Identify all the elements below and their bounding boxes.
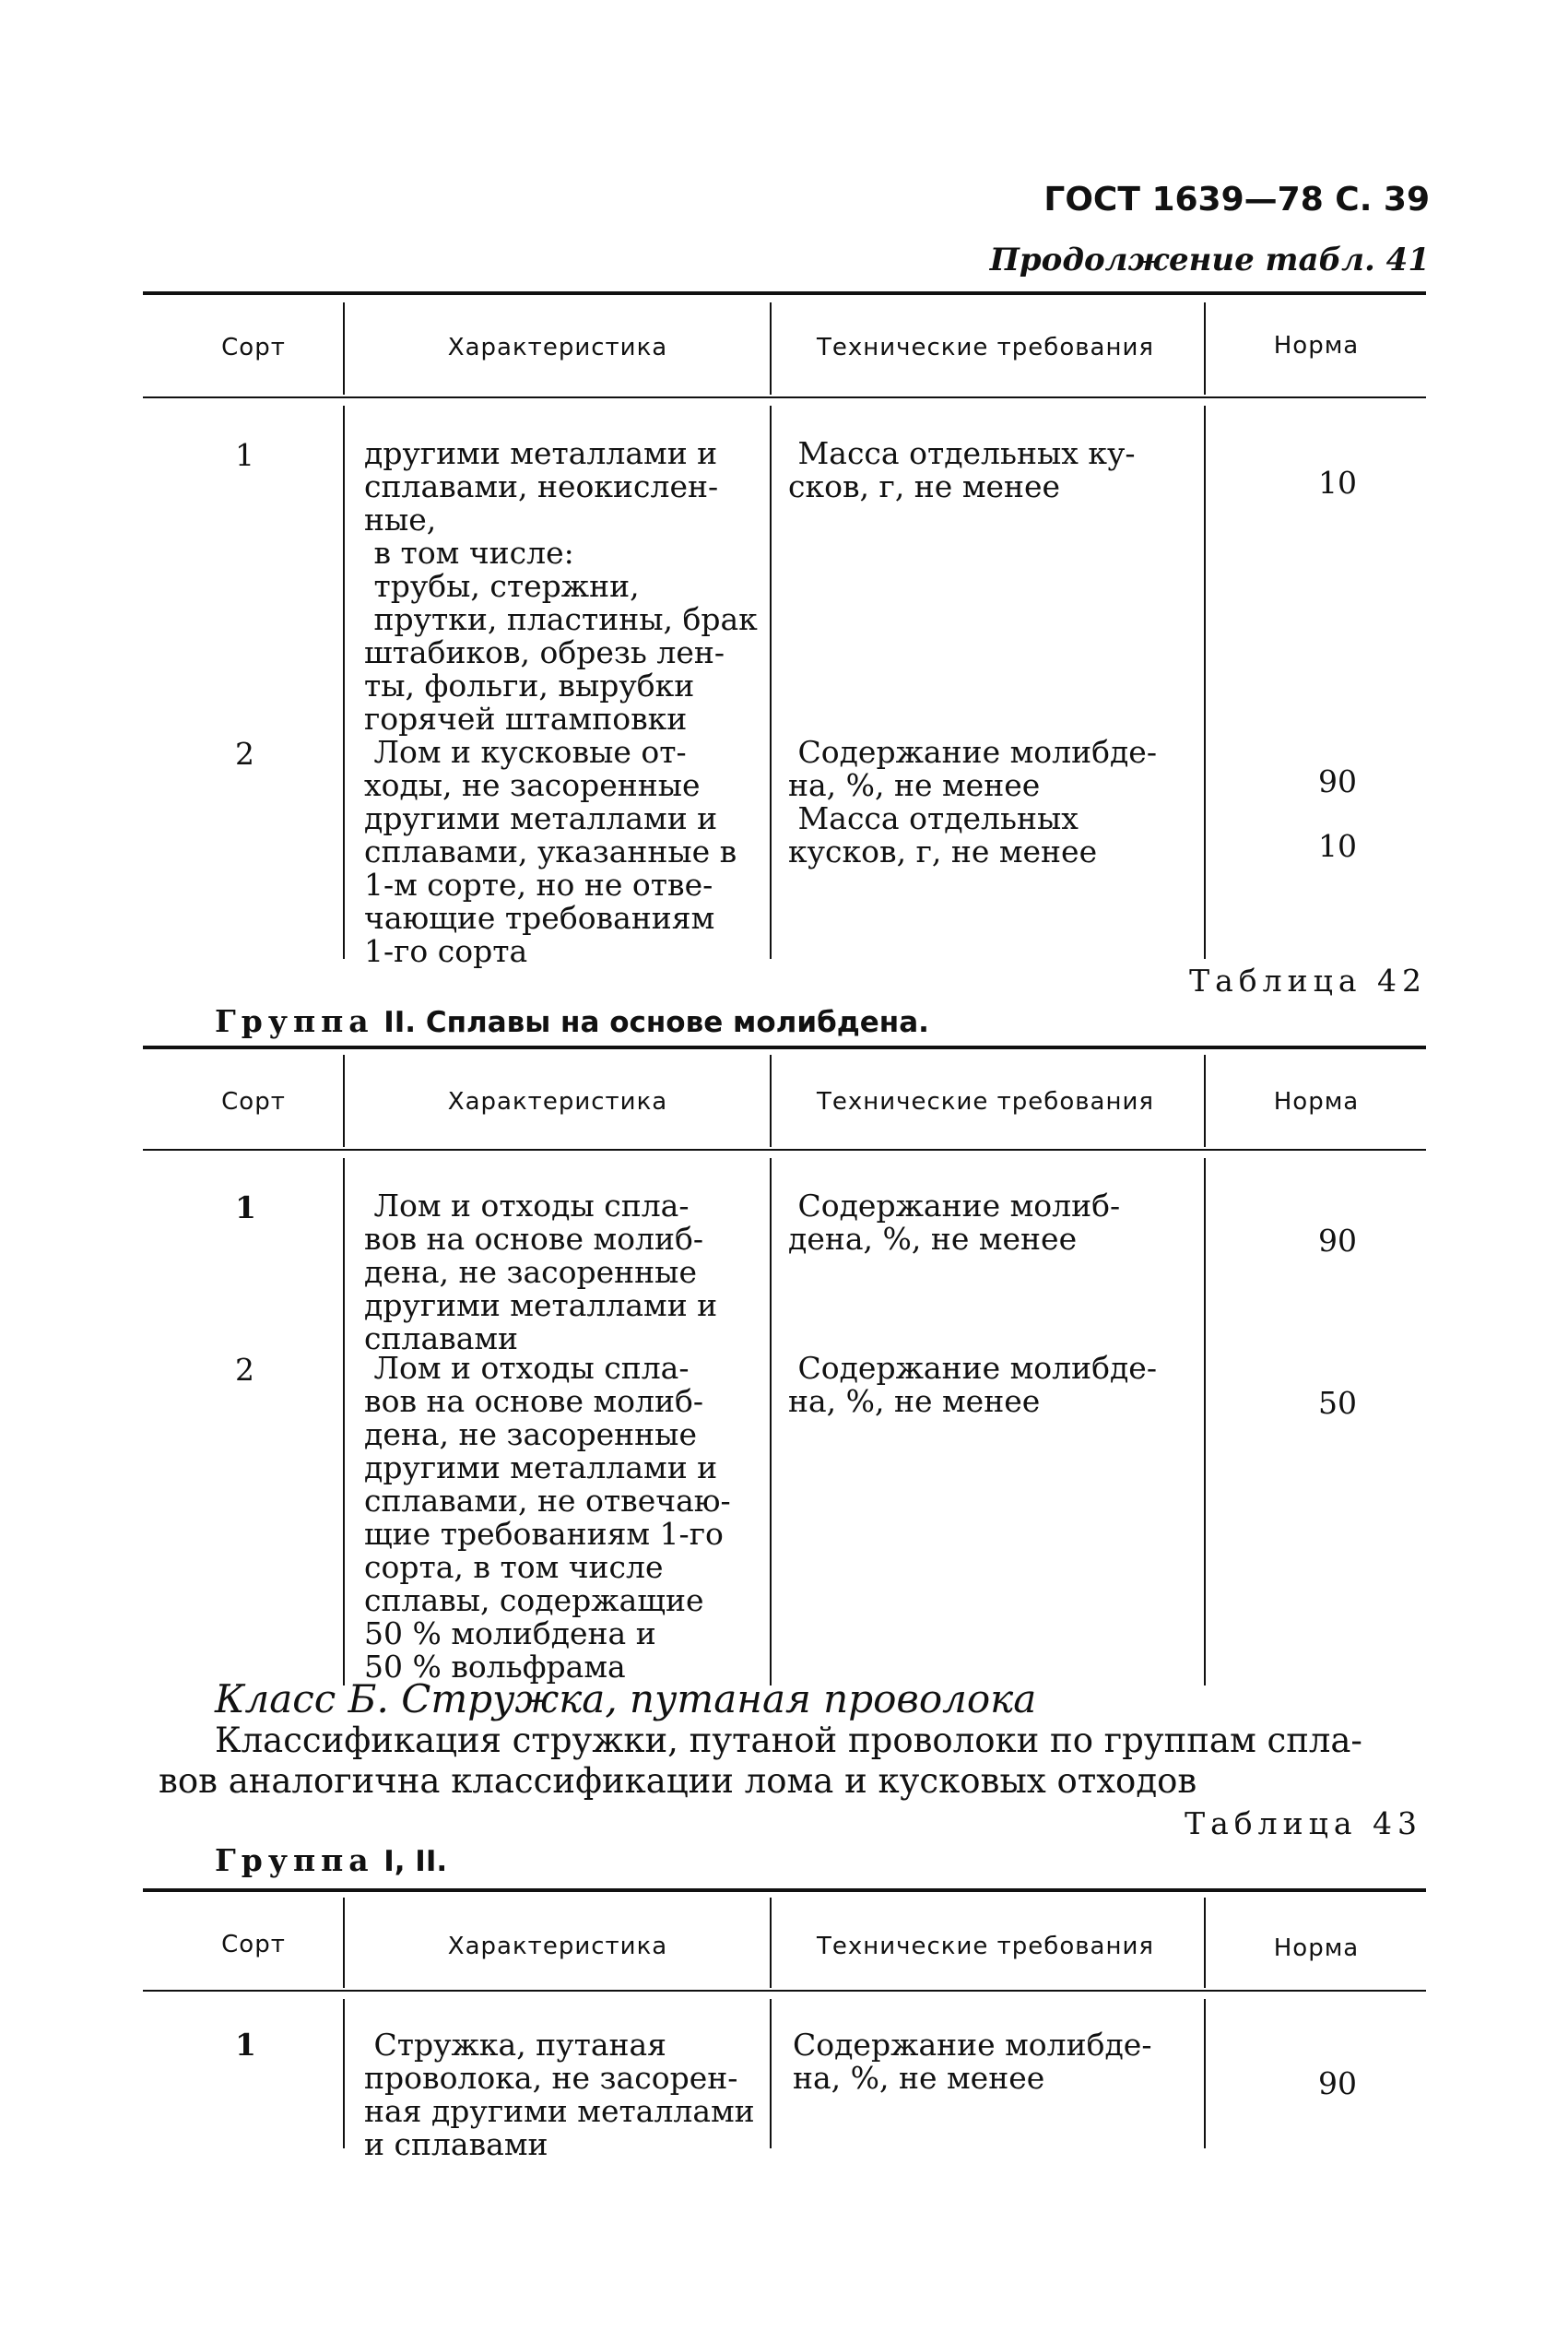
column-divider [1204,1158,1206,1685]
table-row-requirement: Масса отдельных ку- сков, г, не менее [788,435,1136,504]
column-divider [1204,406,1206,959]
table-row-sort: 2 [235,736,254,772]
column-divider [1204,1898,1206,1988]
document-reference: ГОСТ 1639—78 С. 39 [1043,181,1430,219]
column-divider [343,1158,345,1685]
header-bottom-rule [143,1990,1426,1992]
column-header-norm: Норма [1273,1088,1360,1116]
table-row-sort: 1 [235,1189,256,1225]
table-label: Таблица 43 [1185,1805,1422,1841]
column-header-sort: Сорт [221,1088,286,1116]
column-divider [343,1999,345,2148]
section-paragraph-line: Классификация стружки, путаной проволоки по группам спла- [215,1721,1362,1760]
column-divider [1204,302,1206,395]
table-continuation-label: Продолжение табл. 41 [989,242,1430,278]
column-divider [770,1898,772,1988]
column-header-characteristic: Характеристика [447,1933,668,1960]
column-divider [343,406,345,959]
column-divider [343,1055,345,1147]
table-row-requirement: Содержание молиб- дена, %, не менее [788,1188,1121,1257]
table-row-norm: 50 [1318,1385,1357,1421]
table-row-sort: 1 [235,437,254,473]
table-row-requirement: Содержание молибде- на, %, не менее [793,2027,1152,2096]
group-prefix: Группа [215,1003,374,1039]
section-paragraph-line: вов аналогична классификации лома и кусковых отходов [159,1761,1197,1801]
column-header-requirements: Технические требования [816,1088,1155,1116]
table-row-norm: 90 [1318,1223,1357,1259]
table-row-characteristic: Лом и отходы спла- вов на основе молиб- дена, не засоренные другими металлами и сплавами, не отвечаю- щие требованиям 1-го сорта, в том числе сплавы, содержащие 50 % молибдена и 50 % вольфрама [364,1350,731,1685]
table-row-sort: 2 [235,1352,254,1388]
table-row-norm: 90 [1318,763,1357,799]
header-bottom-rule [143,1149,1426,1151]
column-header-sort: Сорт [221,334,286,361]
section-title: Класс Б. Стружка, путаная проволока [215,1676,1037,1721]
table-top-rule [143,291,1426,295]
table-row-characteristic: Лом и кусковые от- ходы, не засоренные другими металлами и сплавами, указанные в 1-м сорте, но не отве- чающие требованиям 1-го сорта [364,734,737,969]
group-title: I, II. [383,1845,448,1878]
table-row-requirement: Содержание молибде- на, %, не менее [788,1350,1157,1419]
column-divider [770,1999,772,2148]
group-heading [215,1842,447,1878]
column-header-norm: Норма [1273,332,1360,360]
table-row-characteristic: другими металлами и сплавами, неокислен- ные, в том числе: трубы, стержни, прутки, пластины, брак штабиков, обрезь лен- ты, фольги, вырубки горячей штамповки [364,435,758,737]
table-row-requirement: Содержание молибде- на, %, не менее Масса отдельных кусков, г, не менее [788,734,1157,869]
table-label: Таблица 42 [1189,963,1427,999]
column-divider [343,302,345,395]
column-header-requirements: Технические требования [816,334,1155,361]
column-header-characteristic: Характеристика [447,1088,668,1116]
column-divider [770,1055,772,1147]
column-divider [1204,1055,1206,1147]
table-row-norm: 90 [1318,2065,1357,2101]
table-row-characteristic: Лом и отходы спла- вов на основе молиб- дена, не засоренные другими металлами и сплавами [364,1188,718,1356]
column-divider [343,1898,345,1988]
column-divider [770,1158,772,1685]
table-top-rule [143,1046,1426,1049]
table-row-norm: 10 [1318,828,1357,864]
table-row-characteristic: Стружка, путаная проволока, не засорен- ная другими металлами и сплавами [364,2027,755,2162]
column-divider [770,406,772,959]
group-prefix: Группа [215,1842,374,1878]
header-bottom-rule [143,396,1426,398]
group-title: II. Сплавы на основе молибдена. [383,1006,929,1039]
group-heading [215,1003,929,1039]
column-header-requirements: Технические требования [816,1933,1155,1960]
table-top-rule [143,1888,1426,1892]
column-divider [770,302,772,395]
table-row-norm: 10 [1318,465,1357,501]
column-header-characteristic: Характеристика [447,334,668,361]
column-header-sort: Сорт [221,1931,286,1958]
table-row-sort: 1 [235,2027,256,2063]
column-header-norm: Норма [1273,1934,1360,1962]
